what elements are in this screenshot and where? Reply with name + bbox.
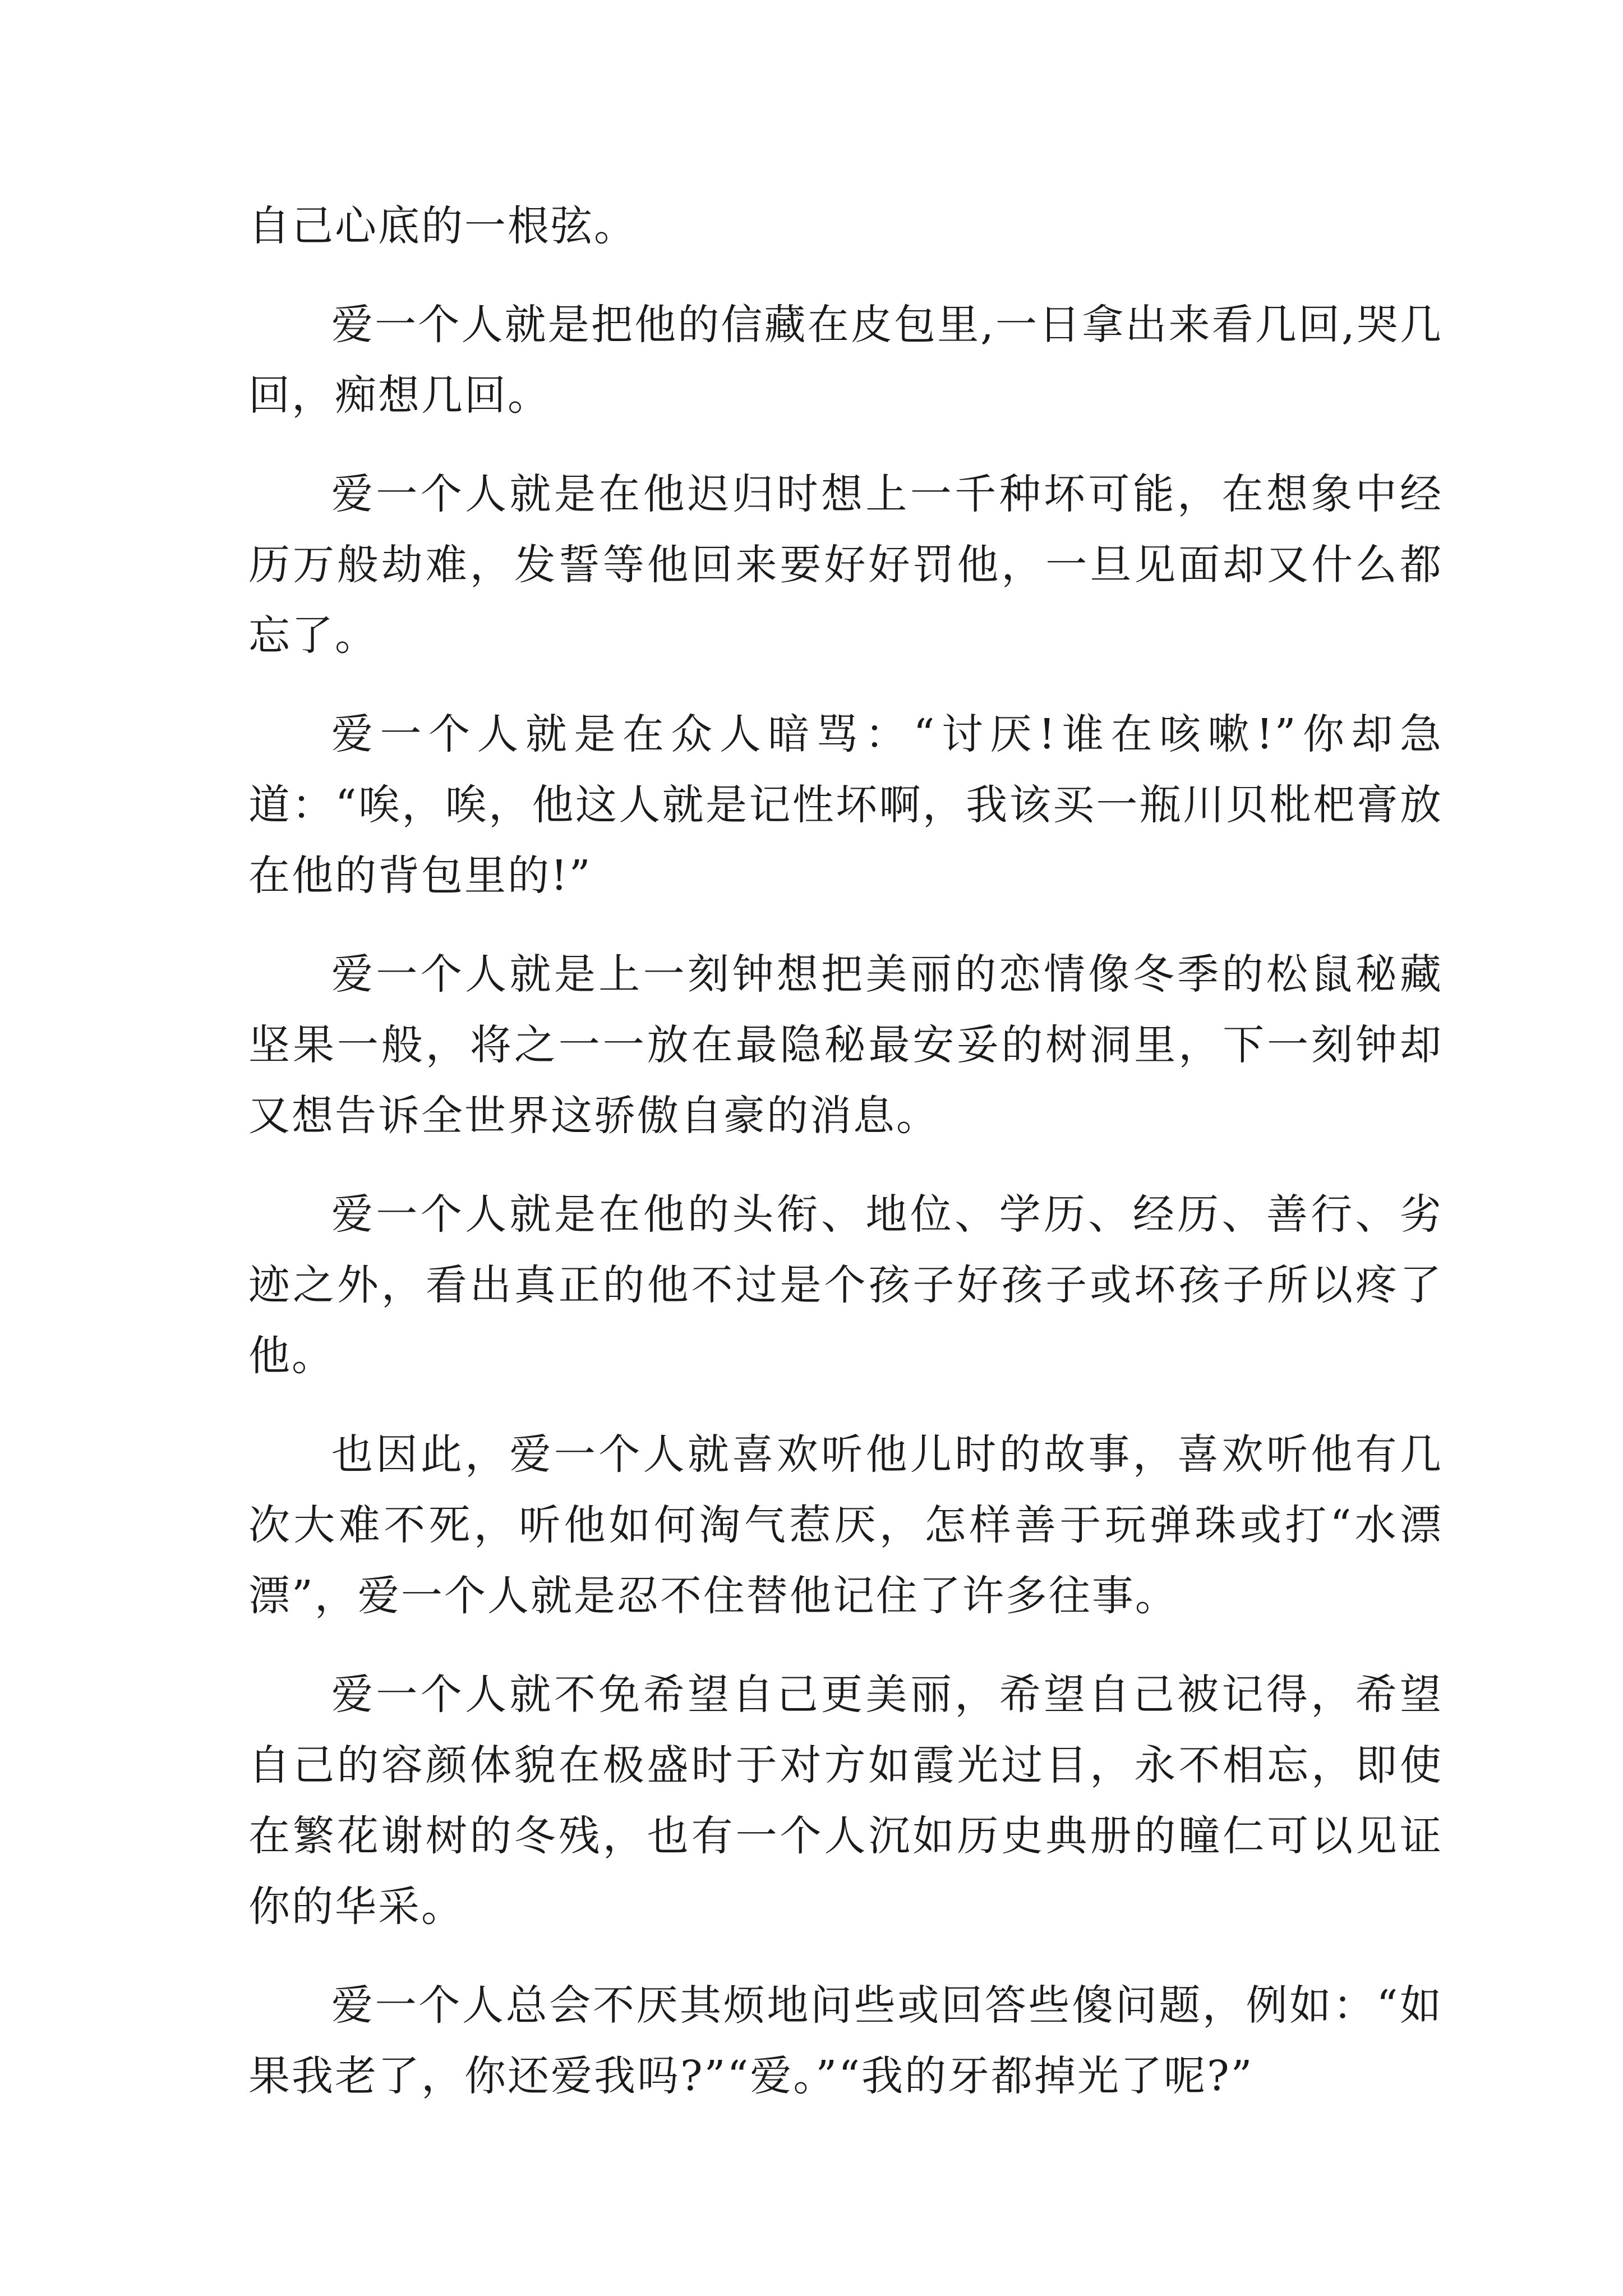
paragraph-4: 爱一个人就是在众人暗骂：“讨厌!谁在咳嗽!”你却急道：“唉，唉，他这人就是记性坏啊，我该买一瓶川贝枇杷膏放在他的背包里的!” bbox=[248, 710, 1443, 900]
paragraph-1: 自己心底的一根弦。 bbox=[248, 202, 637, 250]
paragraph-2: 爱一个人就是把他的信藏在皮包里,一日拿出来看几回,哭几回，痴想几回。 bbox=[248, 301, 1443, 420]
paragraph-5: 爱一个人就是上一刻钟想把美丽的恋情像冬季的松鼠秘藏坚果一般，将之一一放在最隐秘最安妥的树洞里，下一刻钟却又想告诉全世界这骄傲自豪的消息。 bbox=[248, 950, 1443, 1140]
paragraph-8: 爱一个人就不免希望自己更美丽，希望自己被记得，希望自己的容颜体貌在极盛时于对方如霞光过目，永不相忘，即使在繁花谢树的冬残，也有一个人沉如历史典册的瞳仁可以见证你的华采。 bbox=[248, 1671, 1443, 1931]
paragraph-9: 爱一个人总会不厌其烦地问些或回答些傻问题，例如：“如果我老了，你还爱我吗?”“爱。”“我的牙都掉光了呢?” bbox=[248, 1981, 1443, 2100]
paragraph-3: 爱一个人就是在他迟归时想上一千种坏可能，在想象中经历万般劫难，发誓等他回来要好好罚他，一旦见面却又什么都忘了。 bbox=[248, 470, 1443, 660]
paragraph-7: 也因此，爱一个人就喜欢听他儿时的故事，喜欢听他有几次大难不死，听他如何淘气惹厌，怎样善于玩弹珠或打“水漂漂”，爱一个人就是忍不住替他记住了许多往事。 bbox=[248, 1430, 1443, 1620]
body-text bbox=[248, 191, 1443, 2139]
paragraph-6: 爱一个人就是在他的头衔、地位、学历、经历、善行、劣迹之外，看出真正的他不过是个孩子好孩子或坏孩子所以疼了他。 bbox=[248, 1190, 1443, 1380]
